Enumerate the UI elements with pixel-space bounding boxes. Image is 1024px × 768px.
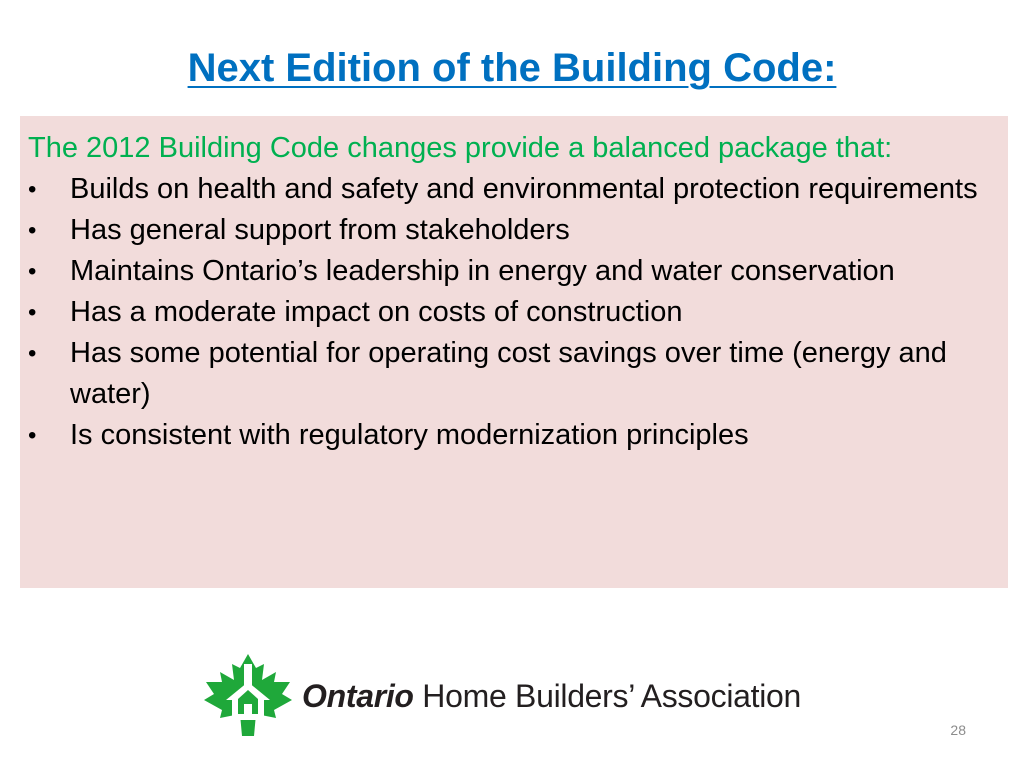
logo-wordmark-bold: Ontario	[302, 678, 414, 714]
logo-wordmark-rest: Home Builders’ Association	[413, 678, 802, 714]
slide-title: Next Edition of the Building Code:	[187, 46, 837, 90]
intro-text: The 2012 Building Code changes provide a balanced package that:	[28, 132, 893, 164]
bullet-icon: •	[28, 340, 37, 367]
bullet-text: Maintains Ontario’s leadership in energy and water conservation	[70, 255, 895, 287]
bullet-item	[28, 169, 1000, 210]
bullet-item	[28, 415, 1000, 456]
bullet-item	[28, 251, 1000, 292]
bullet-item	[28, 333, 1000, 415]
bullet-icon: •	[28, 217, 37, 244]
bullet-text: Has general support from stakeholders	[70, 214, 570, 246]
bullet-icon: •	[28, 258, 37, 285]
logo-wordmark	[302, 678, 801, 715]
bullet-text: Has some potential for operating cost savings over time (energy and water)	[70, 337, 947, 410]
bullet-list	[28, 169, 1000, 456]
bullet-text: Builds on health and safety and environmental protection requirements	[70, 173, 978, 205]
bullet-item	[28, 210, 1000, 251]
maple-leaf-house-icon	[202, 652, 294, 738]
content-box	[20, 116, 1008, 588]
slide-number: 28	[950, 722, 966, 738]
bullet-icon: •	[28, 299, 37, 326]
bullet-icon: •	[28, 422, 37, 449]
bullet-text: Has a moderate impact on costs of construction	[70, 296, 683, 328]
bullet-icon: •	[28, 176, 37, 203]
ohba-logo	[202, 652, 842, 738]
bullet-text: Is consistent with regulatory modernization principles	[70, 419, 749, 451]
bullet-item	[28, 292, 1000, 333]
